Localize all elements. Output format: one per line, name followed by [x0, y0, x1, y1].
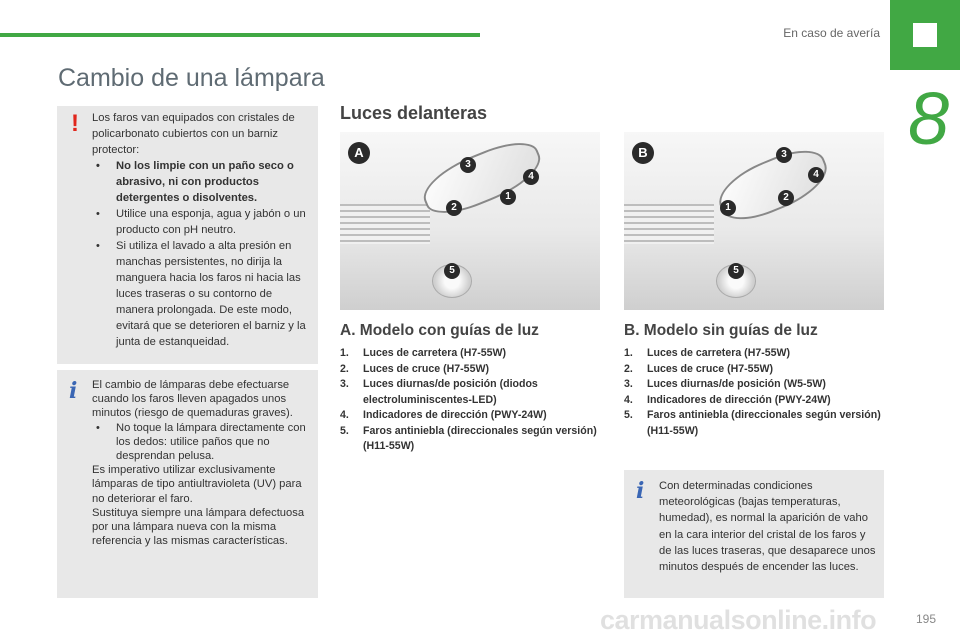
model-a-badge: A [348, 142, 370, 164]
warning-bullet-1: • No los limpie con un paño seco o abrasivo, ni con productos detergentes o disolventes. [92, 158, 310, 206]
marker-a-3: 3 [460, 157, 476, 173]
header-rule [0, 33, 480, 37]
warning-intro: Los faros van equipados con cristales de policarbonato cubiertos con un barniz protector: [92, 112, 295, 156]
list-item: 2. Luces de cruce (H7-55W) [624, 362, 773, 375]
marker-b-5: 5 [728, 263, 744, 279]
model-b-list [624, 346, 889, 439]
marker-b-4: 4 [808, 167, 824, 183]
info-paragraph-uv: Es imperativo utilizar exclusivamente lámparas de tipo antiultravioleta (UV) para no deteriorar el faro. [92, 464, 302, 505]
info-box-lamps [57, 370, 318, 598]
condensation-text: Con determinadas condiciones meteorológicas (bajas temperaturas, humedad), es normal la aparición de vaho en la cara interior del cristal de los faros y de las luces traseras, que desaparece unos minutos después de encender las luces. [659, 480, 876, 574]
marker-b-2: 2 [778, 190, 794, 206]
marker-a-5: 5 [444, 263, 460, 279]
chapter-square-icon [913, 23, 937, 47]
exclamation-icon: ! [71, 110, 79, 137]
chapter-number: 8 [908, 77, 950, 160]
grille [340, 204, 430, 244]
list-item: 5. Faros antiniebla (direccionales según versión) (H11-55W) [624, 409, 881, 437]
warning-bullet-2: • Utilice una esponja, agua y jabón o un producto con pH neutro. [92, 206, 310, 238]
warning-text [92, 110, 310, 350]
info-box-condensation [624, 470, 884, 598]
marker-b-1: 1 [720, 200, 736, 216]
headlight-photo-b [624, 132, 884, 310]
model-a-heading: A. Modelo con guías de luz [340, 322, 539, 339]
page-number: 195 [915, 612, 936, 626]
info-text [92, 378, 310, 548]
model-b-heading: B. Modelo sin guías de luz [624, 322, 818, 339]
marker-b-3: 3 [776, 147, 792, 163]
grille [624, 204, 714, 244]
warning-box [57, 106, 318, 364]
marker-a-1: 1 [500, 189, 516, 205]
list-item: 3. Luces diurnas/de posición (diodos electroluminiscentes-LED) [340, 378, 538, 406]
headlamp-b [711, 140, 835, 229]
warning-bullet-3: • Si utiliza el lavado a alta presión en manchas persistentes, no dirija la manguera hacia los faros ni hacia las luces traseras o su contorno de manera prolongada. De este modo, evitará que se deterioren el barniz y la junta de estanqueidad. [92, 238, 310, 350]
info-icon: i [636, 478, 645, 504]
list-item: 5. Faros antiniebla (direccionales según versión) (H11-55W) [340, 424, 597, 452]
list-item: 3. Luces diurnas/de posición (W5-5W) [624, 378, 826, 390]
list-item: 1. Luces de carretera (H7-55W) [340, 347, 507, 359]
chapter-tab [890, 0, 960, 70]
headlight-photo-a [340, 132, 600, 310]
marker-a-2: 2 [446, 200, 462, 216]
marker-a-4: 4 [523, 169, 539, 185]
model-b-badge: B [632, 142, 654, 164]
info-intro: El cambio de lámparas debe efectuarse cuando los faros lleven apagados unos minutos (riesgo de quemaduras graves). [92, 379, 293, 420]
list-item: 1. Luces de carretera (H7-55W) [624, 347, 791, 359]
list-item: 4. Indicadores de dirección (PWY-24W) [624, 393, 831, 406]
list-item: 2. Luces de cruce (H7-55W) [340, 362, 489, 375]
watermark: carmanualsonline.info [600, 605, 877, 635]
page-title: Cambio de una lámpara [58, 64, 325, 92]
model-a-list [340, 346, 605, 455]
info-bullet: • No toque la lámpara directamente con los dedos: utilice paños que no desprendan pelusa. [92, 421, 310, 464]
info-paragraph-replace: Sustituya siempre una lámpara defectuosa por una lámpara nueva con la misma referencia y las mismas características. [92, 506, 305, 548]
section-title: En caso de avería [783, 26, 880, 40]
info-icon: i [69, 378, 78, 404]
front-lights-heading: Luces delanteras [340, 103, 488, 123]
list-item: 4. Indicadores de dirección (PWY-24W) [340, 409, 547, 421]
